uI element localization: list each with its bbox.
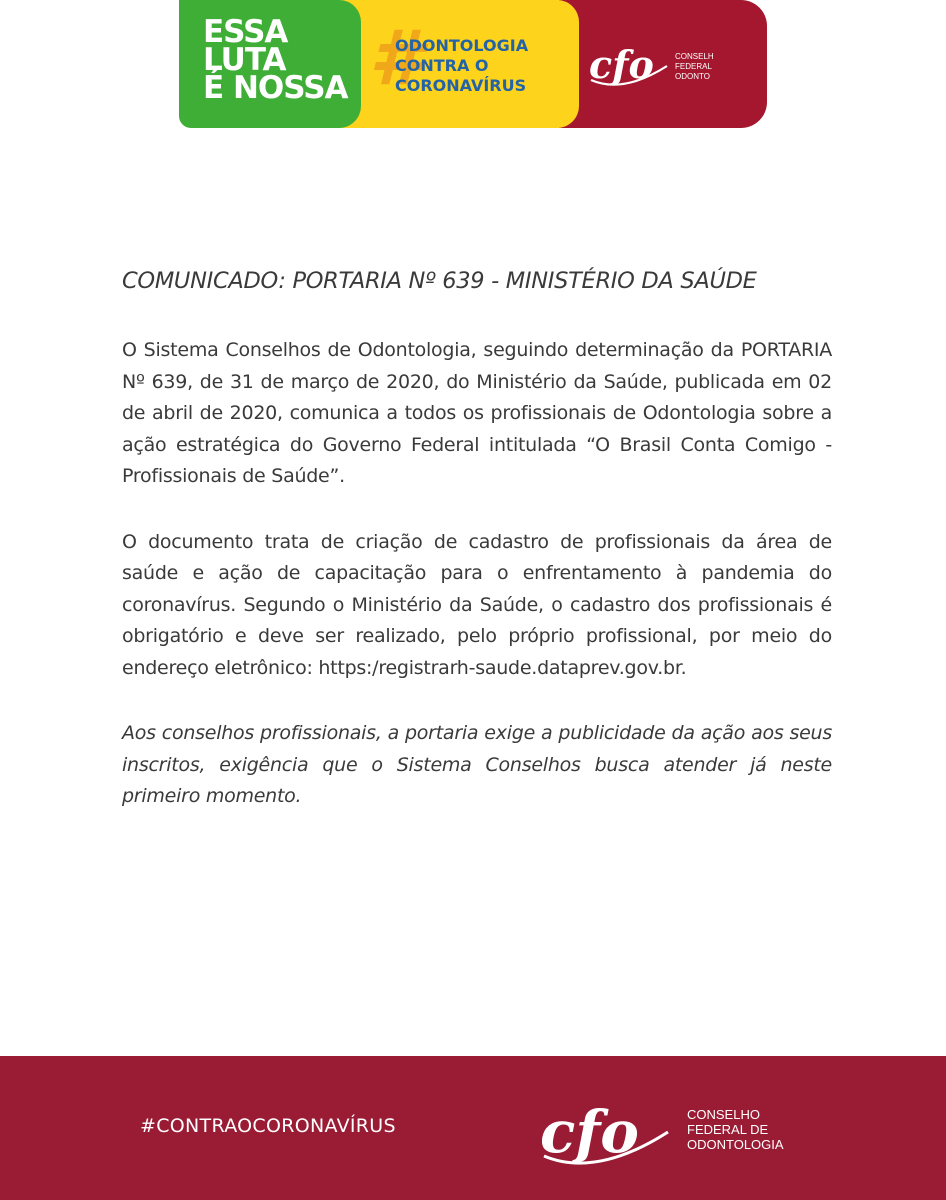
paragraph-intro: O Sistema Conselhos de Odontologia, seguindo determinação da PORTARIA Nº 639, de 31 de março de 2020, do Ministério da Saúde, publicada em 02 de abril de 2020, comunica a todos os profissionais de Odontologia sobre a ação estratégica do Governo Federal intitulada “O Brasil Conta Comigo - Profissionais de Saúde”. <box>122 339 832 487</box>
campaign-line: CORONAVÍRUS <box>395 76 527 95</box>
campaign-line: ODONTOLOGIA <box>395 36 529 55</box>
logo-caption-line: ODONTO <box>675 72 710 81</box>
slogan-line: É NOSSA <box>203 70 348 106</box>
logo-caption-line: ODONTOLOGIA <box>687 1137 784 1152</box>
hashtag-icon: # <box>369 13 422 102</box>
footer-bar <box>0 1056 946 1200</box>
logo-caption-line: FEDERAL <box>675 62 712 71</box>
banner-campaign-text <box>395 36 528 96</box>
logo-caption-line: CONSELHO <box>687 1107 760 1122</box>
cfo-logo-icon <box>583 36 675 96</box>
footer-logo-caption <box>687 1107 784 1152</box>
logo-caption <box>675 52 714 82</box>
slogan-line: ESSA <box>203 14 288 50</box>
announcement-title: COMUNICADO: PORTARIA Nº 639 - MINISTÉRIO DA SAÚDE <box>122 268 757 294</box>
banner-slogan <box>203 14 348 106</box>
campaign-banner <box>179 0 767 128</box>
logo-caption-line: CONSELH <box>675 52 714 61</box>
paragraph-registration: O documento trata de criação de cadastro de profissionais da área de saúde e ação de capacitação para o enfrentamento à pandemia do coronavírus. Segundo o Ministério da Saúde, o cadastro dos profissionais é obrigatório e deve ser realizado, pelo próprio profissional, por meio do endereço eletrônico: https:/registrarh-saude.dataprev.gov.br. <box>122 530 832 679</box>
paragraph-councils: Aos conselhos profissionais, a portaria exige a publicidade da ação aos seus inscritos, exigência que o Sistema Conselhos busca atender já neste primeiro momento. <box>122 722 832 807</box>
logo-caption-line: FEDERAL DE <box>687 1122 769 1137</box>
footer-hashtag: #CONTRAOCORONAVÍRUS <box>140 1115 396 1137</box>
cfo-logo-icon <box>536 1092 676 1172</box>
logo-mark-text: cfo <box>589 42 654 87</box>
logo-mark-text: cfo <box>540 1098 639 1166</box>
campaign-line: CONTRA O <box>395 56 489 75</box>
announcement-body <box>122 265 832 847</box>
slogan-line: LUTA <box>203 42 286 78</box>
